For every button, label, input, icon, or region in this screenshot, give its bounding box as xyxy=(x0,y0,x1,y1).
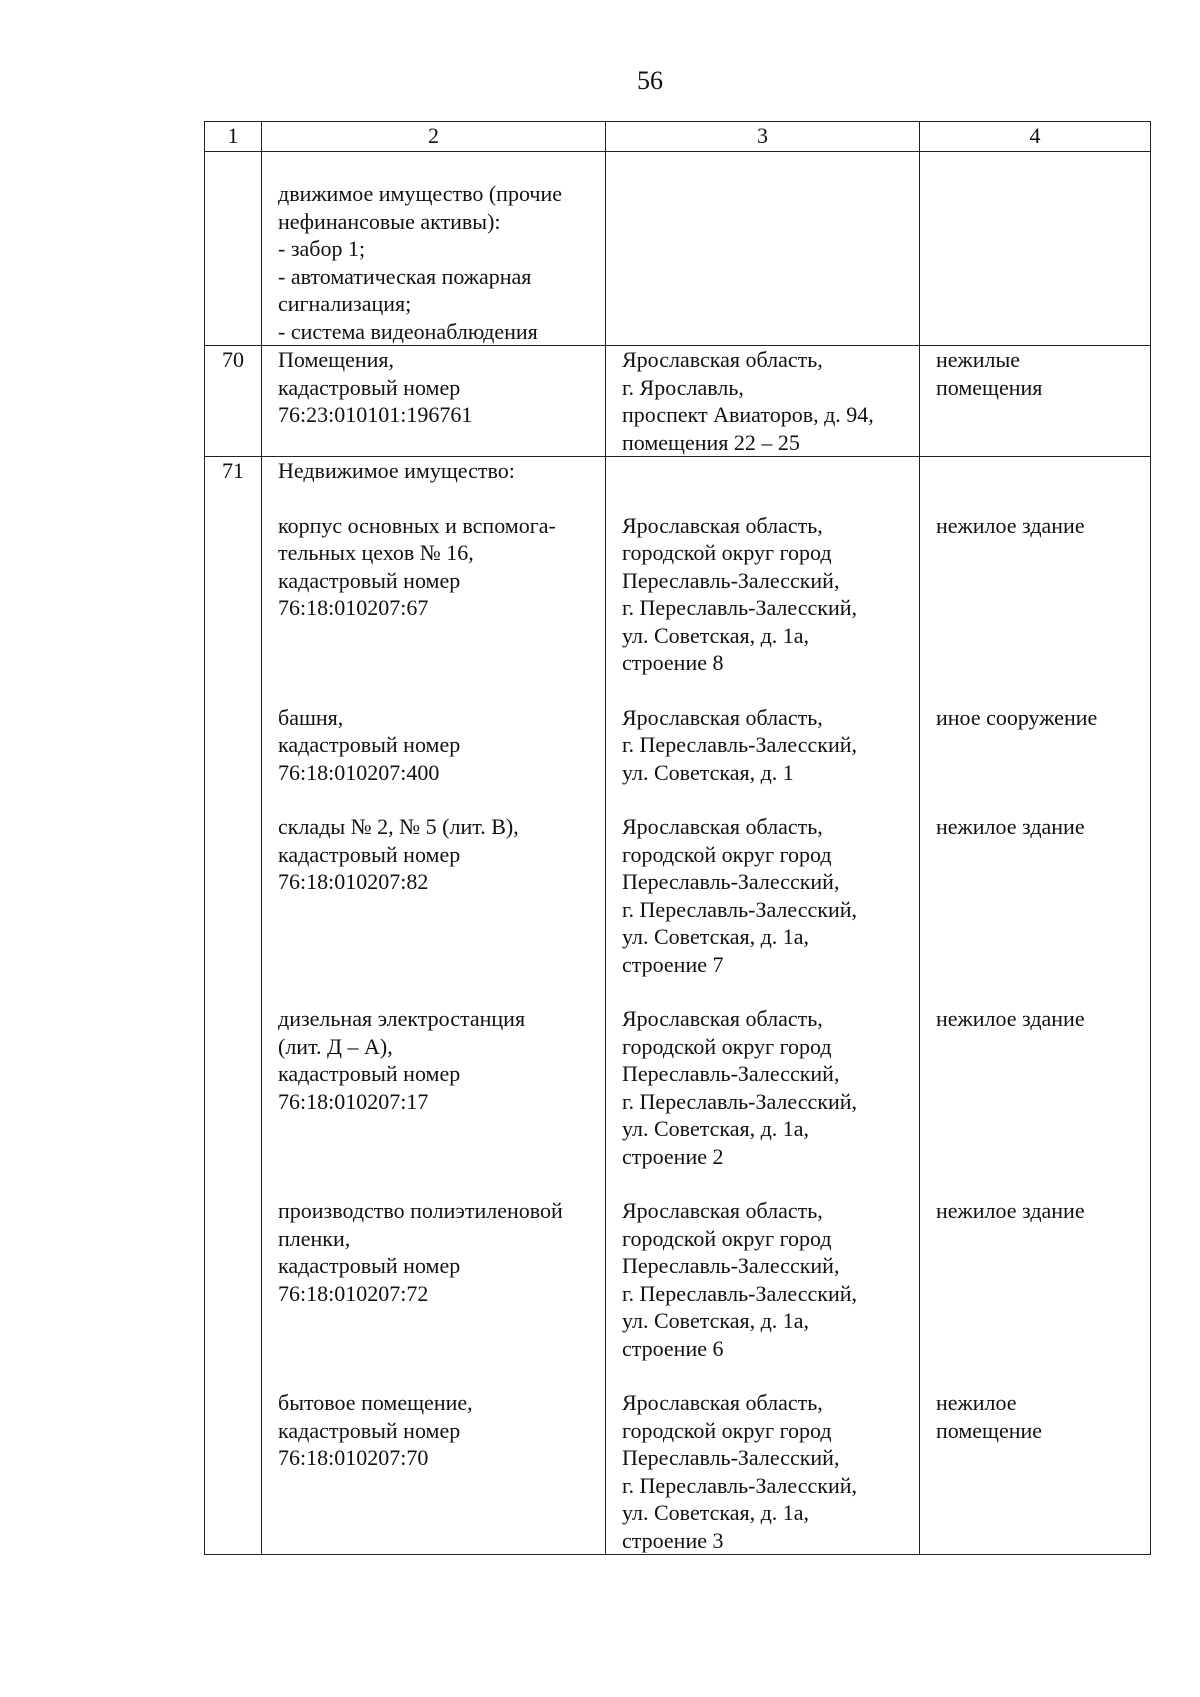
address-line: городской округ город xyxy=(622,1225,832,1251)
address-line: городской округ город xyxy=(622,1417,832,1443)
title-line: Недвижимое имущество: xyxy=(278,458,515,483)
property-type xyxy=(920,978,1151,1170)
property-name xyxy=(262,1362,606,1555)
address-line: городской округ город xyxy=(622,841,832,867)
property-address xyxy=(606,1170,920,1362)
address-line: помещения 22 – 25 xyxy=(622,429,800,455)
property-type xyxy=(920,677,1151,787)
type-line: нежилое здание xyxy=(936,1006,1085,1031)
name-line: корпус основных и вспомога- xyxy=(278,512,556,538)
address-line: Переславль-Залесский, xyxy=(622,1445,840,1470)
address-line: ул. Советская, д. 1а, xyxy=(622,1116,810,1141)
row-number xyxy=(205,485,262,677)
type-line: нежилое здание xyxy=(936,512,1085,538)
name-line: нефинансовые активы): xyxy=(278,208,501,234)
table-row xyxy=(205,978,1151,1170)
property-type xyxy=(920,485,1151,677)
address-line: г. Переславль-Залесский, xyxy=(622,1088,857,1114)
address-line: Переславль-Залесский, xyxy=(622,567,840,593)
type-line: нежилые xyxy=(936,347,1021,372)
address-line: Переславль-Залесский, xyxy=(622,1061,840,1086)
header-col-1: 1 xyxy=(205,122,262,152)
address-line: г. Переславль-Залесский, xyxy=(622,1280,857,1306)
name-line: кадастровый номер xyxy=(278,1061,461,1086)
address-line: г. Переславль-Залесский, xyxy=(622,1472,857,1498)
section-title xyxy=(262,457,606,485)
property-name xyxy=(262,677,606,787)
name-line: (лит. Д – А), xyxy=(278,1033,393,1059)
property-type xyxy=(920,457,1151,485)
name-line: 76:18:010207:72 xyxy=(278,1280,429,1306)
name-line: кадастровый номер xyxy=(278,732,461,757)
property-address xyxy=(606,677,920,787)
table-row-70 xyxy=(205,346,1151,457)
row-number: 71 xyxy=(205,457,262,485)
address-line: г. Ярославль, xyxy=(622,374,744,400)
address-line: строение 7 xyxy=(622,951,724,977)
address-line: Ярославская область, xyxy=(622,1390,823,1415)
name-line: 76:18:010207:82 xyxy=(278,869,429,894)
property-name xyxy=(262,485,606,677)
address-line: Ярославская область, xyxy=(622,1198,823,1223)
property-name xyxy=(262,346,606,457)
property-type xyxy=(920,152,1151,346)
address-line: ул. Советская, д. 1 xyxy=(622,759,794,785)
name-line: - система видеонаблюдения xyxy=(278,318,538,344)
name-line: 76:18:010207:400 xyxy=(278,759,440,785)
name-line: пленки, xyxy=(278,1225,351,1251)
property-address xyxy=(606,457,920,485)
address-line: строение 2 xyxy=(622,1143,724,1169)
property-address xyxy=(606,978,920,1170)
table-row xyxy=(205,1170,1151,1362)
type-line: нежилое здание xyxy=(936,1198,1085,1223)
name-line: дизельная электростанция xyxy=(278,1006,526,1031)
address-line: Ярославская область, xyxy=(622,1006,823,1031)
name-line: - забор 1; xyxy=(278,236,366,261)
address-line: городской округ город xyxy=(622,540,832,565)
header-col-3: 3 xyxy=(606,122,920,152)
address-line: Переславль-Залесский, xyxy=(622,869,840,894)
address-line: проспект Авиаторов, д. 94, xyxy=(622,402,874,427)
row-number: 70 xyxy=(205,346,262,457)
property-address xyxy=(606,152,920,346)
type-line: нежилое xyxy=(936,1390,1017,1415)
table-row-71 xyxy=(205,457,1151,485)
continuation-row xyxy=(205,152,1151,346)
address-line: Переславль-Залесский, xyxy=(622,1253,840,1278)
header-col-4: 4 xyxy=(920,122,1151,152)
address-line: ул. Советская, д. 1а, xyxy=(622,1500,810,1525)
name-line: 76:18:010207:67 xyxy=(278,595,429,620)
row-number xyxy=(205,677,262,787)
name-line: 76:18:010207:17 xyxy=(278,1088,429,1114)
address-line: строение 3 xyxy=(622,1527,724,1553)
address-line: Ярославская область, xyxy=(622,704,823,730)
type-line: иное сооружение xyxy=(936,704,1098,730)
property-name xyxy=(262,978,606,1170)
property-address xyxy=(606,346,920,457)
row-number xyxy=(205,786,262,978)
page-number: 56 xyxy=(637,66,663,95)
name-line: - автоматическая пожарная xyxy=(278,263,532,289)
address-line: г. Переславль-Залесский, xyxy=(622,732,857,757)
property-type xyxy=(920,346,1151,457)
type-line: помещения xyxy=(936,374,1043,400)
name-line: кадастровый номер xyxy=(278,567,461,593)
table-row xyxy=(205,1362,1151,1555)
type-line: нежилое здание xyxy=(936,814,1085,839)
row-number xyxy=(205,978,262,1170)
name-line: движимое имущество (прочие xyxy=(278,181,562,206)
property-name xyxy=(262,152,606,346)
address-line: ул. Советская, д. 1а, xyxy=(622,1308,810,1333)
name-line: кадастровый номер xyxy=(278,841,461,867)
property-table xyxy=(204,121,1151,1555)
address-line: г. Переславль-Залесский, xyxy=(622,595,857,620)
name-line: склады № 2, № 5 (лит. В), xyxy=(278,814,519,839)
address-line: Ярославская область, xyxy=(622,347,823,372)
row-number xyxy=(205,152,262,346)
name-line: кадастровый номер xyxy=(278,1253,461,1278)
address-line: г. Переславль-Залесский, xyxy=(622,896,857,922)
row-number xyxy=(205,1170,262,1362)
name-line: 76:18:010207:70 xyxy=(278,1445,429,1470)
address-line: Ярославская область, xyxy=(622,814,823,839)
property-type xyxy=(920,1170,1151,1362)
type-line: помещение xyxy=(936,1417,1043,1443)
name-line: башня, xyxy=(278,704,344,730)
name-line: производство полиэтиленовой xyxy=(278,1198,563,1223)
address-line: ул. Советская, д. 1а, xyxy=(622,622,810,648)
property-name xyxy=(262,1170,606,1362)
address-line: городской округ город xyxy=(622,1033,832,1059)
property-address xyxy=(606,485,920,677)
name-line: тельных цехов № 16, xyxy=(278,540,474,565)
table-row xyxy=(205,485,1151,677)
property-address xyxy=(606,1362,920,1555)
header-row xyxy=(205,122,1151,152)
property-address xyxy=(606,786,920,978)
name-line: кадастровый номер xyxy=(278,374,461,400)
header-col-2: 2 xyxy=(262,122,606,152)
name-line: кадастровый номер xyxy=(278,1417,461,1443)
property-type xyxy=(920,1362,1151,1555)
name-line: сигнализация; xyxy=(278,291,412,316)
address-line: ул. Советская, д. 1а, xyxy=(622,924,810,949)
property-type xyxy=(920,786,1151,978)
address-line: строение 6 xyxy=(622,1335,724,1361)
row-number xyxy=(205,1362,262,1555)
name-line: 76:23:010101:196761 xyxy=(278,402,473,427)
table-row xyxy=(205,786,1151,978)
property-name xyxy=(262,786,606,978)
name-line: бытовое помещение, xyxy=(278,1390,473,1415)
table-row xyxy=(205,677,1151,787)
address-line: строение 8 xyxy=(622,650,724,675)
address-line: Ярославская область, xyxy=(622,512,823,538)
name-line: Помещения, xyxy=(278,347,395,372)
